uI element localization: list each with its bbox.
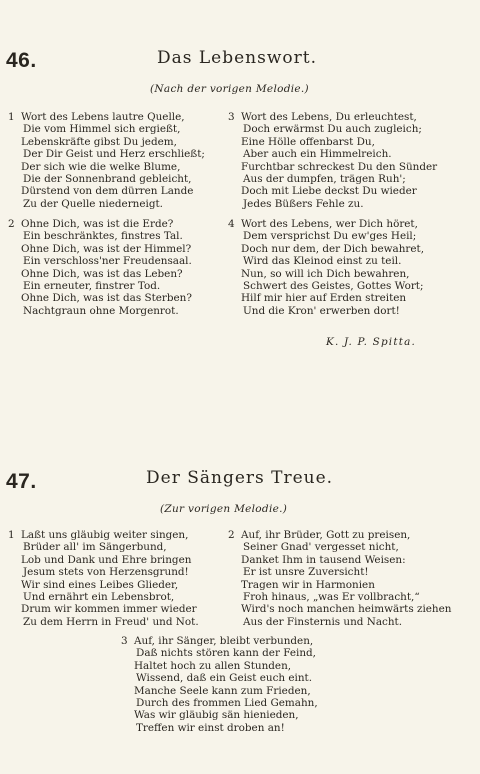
verse-line: Er ist unsre Zuversicht! xyxy=(243,566,369,579)
verse-line: Die der Sonnenbrand gebleicht, xyxy=(23,173,192,186)
verse-line: Dürstend von dem dürren Lande xyxy=(21,185,194,198)
verse-line: Treffen wir einst droben an! xyxy=(136,721,285,734)
verse-line: Wort des Lebens, wer Dich höret, xyxy=(241,218,418,230)
verse-line: Daß nichts stören kann der Feind, xyxy=(136,647,316,660)
hymn-number: 47. xyxy=(6,470,37,493)
stanza-number: 3 xyxy=(228,111,235,123)
verse-line: Wissend, daß ein Geist euch eint. xyxy=(136,672,313,685)
verse-line: Durch des frommen Lied Gemahn, xyxy=(136,697,318,710)
verse-line: Dem versprichst Du ew'ges Heil; xyxy=(243,230,417,243)
melody-note: (Nach der vorigen Melodie.) xyxy=(150,83,309,95)
verse-line: Danket Ihm in tausend Weisen: xyxy=(241,553,406,566)
verse-line: Schwert des Geistes, Gottes Wort; xyxy=(243,280,424,293)
verse-line: Tragen wir in Harmonien xyxy=(241,578,375,591)
verse-line: Ohne Dich, was ist das Leben? xyxy=(21,267,183,280)
verse-line: Auf, ihr Brüder, Gott zu preisen, xyxy=(241,529,411,541)
verse-line: Ein erneuter, finstrer Tod. xyxy=(23,280,161,293)
verse-line: Ohne Dich, was ist der Himmel? xyxy=(21,242,192,255)
verse-line: Manche Seele kann zum Frieden, xyxy=(134,684,311,697)
verse-line: Die vom Himmel sich ergießt, xyxy=(23,123,181,136)
verse-line: Aus der dumpfen, trägen Ruh'; xyxy=(243,173,406,186)
verse-line: Aber auch ein Himmelreich. xyxy=(243,148,392,161)
verse-line: Wort des Lebens, Du erleuchtest, xyxy=(241,111,417,123)
verse-line: Wird das Kleinod einst zu teil. xyxy=(243,255,402,268)
verse-line: Und die Kron' erwerben dort! xyxy=(243,304,400,317)
verse-line: Ein beschränktes, finstres Tal. xyxy=(23,230,183,243)
stanza-number: 3 xyxy=(121,635,128,647)
verse-line: Furchtbar schreckest Du den Sünder xyxy=(241,160,438,173)
verse-line: Nun, so will ich Dich bewahren, xyxy=(241,267,410,280)
verse-line: Zu der Quelle niederneigt. xyxy=(23,197,163,210)
stanza-number: 2 xyxy=(8,218,15,230)
verse-line: Haltet hoch zu allen Stunden, xyxy=(134,659,292,672)
verse-line: Laßt uns gläubig weiter singen, xyxy=(21,529,189,541)
verse-line: Der Dir Geist und Herz erschließt; xyxy=(23,148,205,161)
verse-line: Seiner Gnad' vergesset nicht, xyxy=(243,541,399,554)
hymn-title: Das Lebenswort. xyxy=(157,48,318,68)
melody-note: (Zur vorigen Melodie.) xyxy=(160,503,288,515)
verse-line: Aus der Finsternis und Nacht. xyxy=(243,615,403,628)
verse-line: Wort des Lebens lautre Quelle, xyxy=(21,111,185,123)
verse-line: Hilf mir hier auf Erden streiten xyxy=(241,292,407,305)
stanza-number: 1 xyxy=(8,529,15,541)
verse-line: Der sich wie die welke Blume, xyxy=(21,160,181,173)
verse-line: Zu dem Herrn in Freud' und Not. xyxy=(23,615,199,628)
verse-line: Nachtgraun ohne Morgenrot. xyxy=(23,304,179,317)
verse-line: Lob und Dank und Ehre bringen xyxy=(21,553,192,566)
hymn-title: Der Sängers Treue. xyxy=(146,468,334,488)
verse-line: Brüder all' im Sängerbund, xyxy=(23,541,167,554)
stanza-number: 1 xyxy=(8,111,15,123)
verse-line: Ohne Dich, was ist die Erde? xyxy=(21,218,174,230)
verse-line: Jesum stets von Herzensgrund! xyxy=(23,566,189,579)
verse-line: Ein verschloss'ner Freudensaal. xyxy=(23,255,192,268)
verse-line: Doch mit Liebe deckst Du wieder xyxy=(241,185,417,198)
verse-line: Eine Hölle offenbarst Du, xyxy=(241,135,375,148)
hymn-number: 46. xyxy=(6,49,37,72)
verse-line: Und ernährt ein Lebensbrot, xyxy=(23,591,175,604)
verse-line: Wir sind eines Leibes Glieder, xyxy=(21,578,179,591)
verse-line: Ohne Dich, was ist das Sterben? xyxy=(21,292,192,305)
verse-line: Lebenskräfte gibst Du jedem, xyxy=(21,135,177,148)
verse-line: Doch erwärmst Du auch zugleich; xyxy=(243,123,422,136)
verse-line: Drum wir kommen immer wieder xyxy=(21,603,197,616)
verse-line: Jedes Büßers Fehle zu. xyxy=(243,197,364,210)
stanza-number: 4 xyxy=(228,218,235,230)
stanza-number: 2 xyxy=(228,529,235,541)
verse-line: Was wir gläubig sän hienieden, xyxy=(134,709,299,722)
verse-line: Wird's noch manchen heimwärts ziehen xyxy=(241,603,452,616)
verse-line: Auf, ihr Sänger, bleibt verbunden, xyxy=(134,635,314,647)
verse-line: Doch nur dem, der Dich bewahret, xyxy=(241,242,425,255)
author-credit: K. J. P. Spitta. xyxy=(326,336,416,348)
verse-line: Froh hinaus, „was Er vollbracht,“ xyxy=(243,591,420,604)
